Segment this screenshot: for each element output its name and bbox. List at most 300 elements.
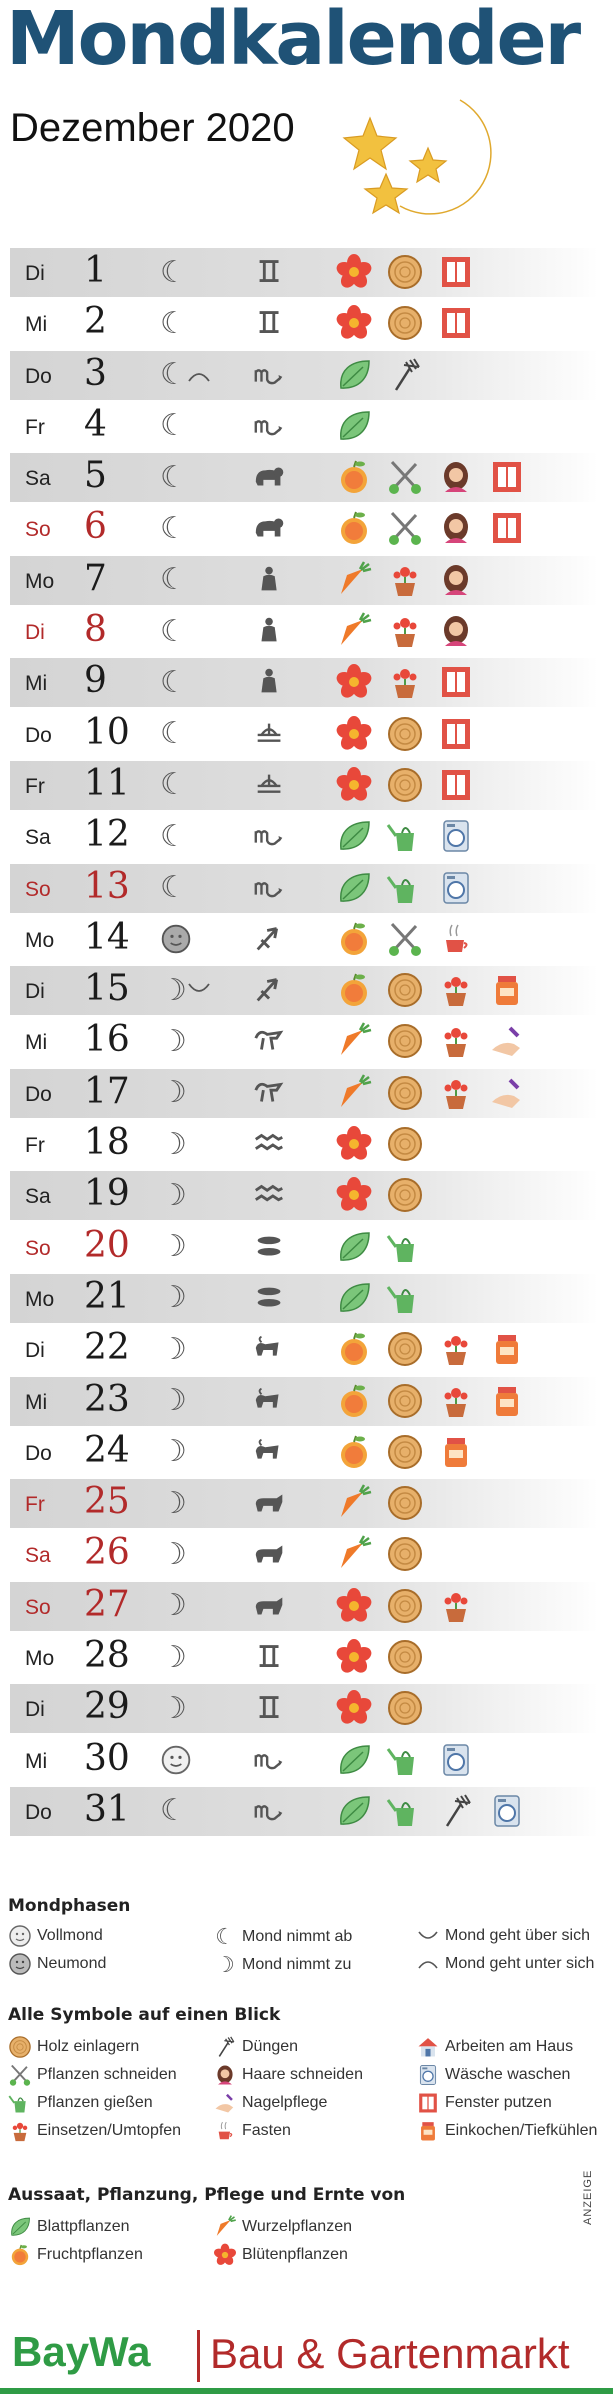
waning-moon-icon: ☾ bbox=[160, 254, 187, 290]
weekday-label: Mo bbox=[25, 1287, 55, 1311]
window-icon bbox=[488, 509, 526, 547]
moon-stars-illustration bbox=[340, 98, 510, 218]
waning-moon-icon: ☾ bbox=[160, 767, 187, 803]
calendar-row bbox=[10, 966, 598, 1015]
scissors-icon bbox=[386, 920, 424, 958]
moon-phase bbox=[160, 1075, 187, 1111]
activity-icons bbox=[335, 663, 475, 701]
day-number: 23 bbox=[84, 1378, 130, 1420]
waxing-moon-icon: ☽ bbox=[160, 1023, 187, 1059]
day-number: 11 bbox=[84, 762, 130, 804]
calendar-row bbox=[10, 864, 598, 913]
weekday-label: So bbox=[25, 1236, 51, 1260]
scissors-icon bbox=[8, 2063, 32, 2087]
washing-machine-icon bbox=[437, 817, 475, 855]
legend-item-leaf bbox=[8, 2215, 130, 2239]
scorpio-zodiac-icon bbox=[252, 1742, 288, 1778]
flowerpot-icon bbox=[437, 971, 475, 1009]
day-number: 2 bbox=[84, 301, 107, 343]
brand-logo: BayWa bbox=[12, 2328, 151, 2375]
day-number: 1 bbox=[84, 250, 107, 291]
moon-phase bbox=[160, 459, 187, 495]
calendar-row bbox=[10, 1582, 598, 1631]
wood-icon bbox=[386, 1330, 424, 1368]
moon-under-icon bbox=[187, 363, 211, 387]
calendar-row bbox=[10, 1787, 598, 1836]
waxing-moon-icon: ☽ bbox=[160, 1331, 187, 1367]
weekday-label: Di bbox=[25, 1698, 45, 1722]
waxing-moon-icon: ☽ bbox=[160, 1434, 187, 1470]
activity-icons bbox=[335, 1176, 424, 1214]
waxing-moon-icon: ☽ bbox=[160, 1280, 187, 1316]
weekday-label: Sa bbox=[25, 1544, 51, 1568]
legend-item-washer bbox=[416, 2063, 570, 2087]
activity-icons bbox=[335, 817, 475, 855]
virgo-zodiac-icon bbox=[252, 562, 288, 598]
waning-moon-icon: ☾ bbox=[160, 510, 187, 546]
activity-icons bbox=[335, 1022, 526, 1060]
watering-can-icon bbox=[8, 2091, 32, 2115]
legend-label: Fenster putzen bbox=[445, 2094, 552, 2111]
moon-phase bbox=[160, 510, 187, 546]
taurus-zodiac-icon bbox=[252, 1536, 288, 1572]
jar-icon bbox=[488, 1382, 526, 1420]
pisces-zodiac-icon bbox=[252, 1229, 288, 1265]
window-icon bbox=[416, 2091, 440, 2115]
flowerpot-icon bbox=[386, 612, 424, 650]
calendar-row bbox=[10, 812, 598, 861]
waxing-moon-icon: ☽ bbox=[160, 972, 187, 1008]
moon-phase bbox=[160, 357, 211, 393]
day-number: 16 bbox=[84, 1019, 130, 1061]
moon-phase bbox=[160, 1434, 187, 1470]
legend-label: Einsetzen/Umtopfen bbox=[37, 2122, 182, 2139]
flowerpot-icon bbox=[386, 663, 424, 701]
calendar-row bbox=[10, 1325, 598, 1374]
moon-over-icon bbox=[416, 1924, 440, 1948]
waning-moon-icon: ☾ bbox=[160, 613, 187, 649]
moon-phase bbox=[160, 1280, 187, 1316]
weekday-label: Sa bbox=[25, 1185, 51, 1209]
activity-icons bbox=[335, 509, 526, 547]
moon-phase bbox=[160, 870, 187, 906]
window-icon bbox=[437, 663, 475, 701]
weekday-label: Fr bbox=[25, 1134, 45, 1158]
day-number: 31 bbox=[84, 1788, 130, 1830]
day-number: 14 bbox=[84, 916, 130, 958]
flowerpot-icon bbox=[437, 1382, 475, 1420]
watering-can-icon bbox=[386, 817, 424, 855]
fruit-icon bbox=[8, 2243, 32, 2267]
blossom-icon bbox=[335, 663, 373, 701]
leaf-icon bbox=[335, 1741, 373, 1779]
waning-moon-icon: ☾ bbox=[160, 357, 187, 393]
fork-icon bbox=[213, 2035, 237, 2059]
leo-zodiac-icon bbox=[252, 510, 288, 546]
waning-moon-icon: ☾ bbox=[160, 459, 187, 495]
scissors-icon bbox=[386, 458, 424, 496]
calendar-row bbox=[10, 1428, 598, 1477]
sagittarius-zodiac-icon bbox=[252, 921, 288, 957]
jar-icon bbox=[488, 971, 526, 1009]
waxing-moon-icon: ☽ bbox=[160, 1075, 187, 1111]
watering-can-icon bbox=[386, 1792, 424, 1830]
flowerpot-icon bbox=[386, 561, 424, 599]
moon-phase bbox=[160, 1639, 187, 1675]
day-number: 18 bbox=[84, 1122, 130, 1164]
virgo-zodiac-icon bbox=[252, 664, 288, 700]
activity-icons bbox=[335, 971, 526, 1009]
moon-phase bbox=[160, 1742, 192, 1778]
waning-moon-icon: ☾ bbox=[160, 664, 187, 700]
day-number: 15 bbox=[84, 968, 130, 1010]
calendar-row bbox=[10, 299, 598, 348]
fasting-cup-icon bbox=[437, 920, 475, 958]
leaf-icon bbox=[335, 1228, 373, 1266]
moon-phase bbox=[160, 972, 211, 1008]
jar-icon bbox=[488, 1330, 526, 1368]
moon-phase bbox=[160, 254, 187, 290]
carrot-icon bbox=[213, 2215, 237, 2239]
waning-moon-icon: ☾ bbox=[160, 870, 187, 906]
legend-label: Wurzelpflanzen bbox=[242, 2218, 352, 2235]
moon-phase bbox=[160, 305, 187, 341]
weekday-label: Fr bbox=[25, 774, 45, 798]
legend-label: Haare schneiden bbox=[242, 2066, 363, 2083]
taurus-zodiac-icon bbox=[252, 1588, 288, 1624]
legend-label: Blütenpflanzen bbox=[242, 2246, 348, 2263]
legend-item-full-moon bbox=[8, 1924, 103, 1948]
blossom-icon bbox=[335, 1176, 373, 1214]
activity-icons bbox=[335, 1074, 526, 1112]
legend-label: Nagelpflege bbox=[242, 2094, 328, 2111]
fruit-icon bbox=[335, 971, 373, 1009]
waxing-moon-icon: ☽ bbox=[160, 1383, 187, 1419]
day-number: 25 bbox=[84, 1481, 130, 1523]
day-number: 12 bbox=[84, 814, 130, 856]
hair-icon bbox=[437, 458, 475, 496]
ad-label: ANZEIGE bbox=[582, 2169, 594, 2225]
nail-care-icon bbox=[213, 2091, 237, 2115]
watering-can-icon bbox=[386, 1228, 424, 1266]
weekday-label: Fr bbox=[25, 415, 45, 439]
legend-symbols-title: Alle Symbole auf einen Blick bbox=[8, 2005, 281, 2025]
day-number: 3 bbox=[84, 352, 107, 394]
moon-phase bbox=[160, 1229, 187, 1265]
watering-can-icon bbox=[386, 1741, 424, 1779]
blossom-icon bbox=[335, 766, 373, 804]
weekday-label: Do bbox=[25, 1441, 52, 1465]
wood-icon bbox=[386, 1689, 424, 1727]
day-number: 5 bbox=[84, 455, 107, 497]
footer-bar bbox=[0, 2388, 613, 2394]
legend-label: Pflanzen schneiden bbox=[37, 2066, 177, 2083]
calendar-row bbox=[10, 607, 598, 656]
weekday-label: Mi bbox=[25, 672, 48, 696]
legend-label: Einkochen/Tiefkühlen bbox=[445, 2122, 598, 2139]
page-title: Mondkalender bbox=[6, 0, 580, 82]
taurus-zodiac-icon bbox=[252, 1485, 288, 1521]
day-number: 13 bbox=[84, 865, 130, 907]
new-moon-icon bbox=[8, 1952, 32, 1976]
leaf-icon bbox=[335, 817, 373, 855]
libra-zodiac-icon bbox=[252, 767, 288, 803]
weekday-label: Do bbox=[25, 364, 52, 388]
waning-moon-icon: ☾ bbox=[160, 305, 187, 341]
legend-label: Fruchtpflanzen bbox=[37, 2246, 143, 2263]
scorpio-zodiac-icon bbox=[252, 870, 288, 906]
hair-icon bbox=[437, 509, 475, 547]
moon-phase bbox=[160, 767, 187, 803]
carrot-icon bbox=[335, 1074, 373, 1112]
legend-label: Mond nimmt ab bbox=[242, 1928, 353, 1945]
calendar-row bbox=[10, 915, 598, 964]
weekday-label: Mi bbox=[25, 1749, 48, 1773]
activity-icons bbox=[335, 253, 475, 291]
leaf-icon bbox=[335, 869, 373, 907]
legend-item-house bbox=[416, 2035, 573, 2059]
fruit-icon bbox=[335, 1382, 373, 1420]
aquarius-zodiac-icon bbox=[252, 1177, 288, 1213]
legend-item-new-moon bbox=[8, 1952, 106, 1976]
wood-icon bbox=[386, 1022, 424, 1060]
jar-icon bbox=[416, 2119, 440, 2143]
legend-label: Mond geht unter sich bbox=[445, 1955, 595, 1972]
carrot-icon bbox=[335, 612, 373, 650]
activity-icons bbox=[335, 766, 475, 804]
house-icon bbox=[416, 2035, 440, 2059]
waxing-moon-icon: ☽ bbox=[215, 1952, 235, 1977]
month-title: Dezember 2020 bbox=[10, 106, 295, 150]
legend-item-fast bbox=[213, 2119, 291, 2143]
legend-sow-title: Aussaat, Pflanzung, Pflege und Ernte von bbox=[8, 2185, 406, 2205]
weekday-label: Mo bbox=[25, 928, 55, 952]
calendar-row bbox=[10, 1633, 598, 1682]
legend-item-window bbox=[416, 2091, 552, 2115]
legend-item-waxing bbox=[213, 1952, 351, 1978]
leaf-icon bbox=[335, 1792, 373, 1830]
calendar-row bbox=[10, 1736, 598, 1785]
weekday-label: Mi bbox=[25, 1031, 48, 1055]
weekday-label: Sa bbox=[25, 467, 51, 491]
legend-label: Mond geht über sich bbox=[445, 1927, 590, 1944]
footer-divider bbox=[197, 2330, 200, 2382]
activity-icons bbox=[335, 1228, 424, 1266]
blossom-icon bbox=[335, 253, 373, 291]
wood-icon bbox=[8, 2035, 32, 2059]
gemini-zodiac-icon bbox=[252, 305, 288, 341]
weekday-label: Do bbox=[25, 1082, 52, 1106]
legend-label: Neumond bbox=[37, 1955, 107, 1972]
carrot-icon bbox=[335, 561, 373, 599]
fruit-icon bbox=[335, 1330, 373, 1368]
calendar-row bbox=[10, 761, 598, 810]
activity-icons bbox=[335, 1741, 475, 1779]
day-number: 20 bbox=[84, 1224, 130, 1266]
moon-phase bbox=[160, 1331, 187, 1367]
wood-icon bbox=[386, 253, 424, 291]
legend-label: Holz einlagern bbox=[37, 2038, 140, 2055]
gemini-zodiac-icon bbox=[252, 1639, 288, 1675]
wood-icon bbox=[386, 1484, 424, 1522]
window-icon bbox=[488, 458, 526, 496]
activity-icons bbox=[335, 715, 475, 753]
weekday-label: Di bbox=[25, 262, 45, 285]
day-number: 6 bbox=[84, 506, 107, 548]
watering-can-icon bbox=[386, 869, 424, 907]
day-number: 19 bbox=[84, 1173, 130, 1215]
weekday-label: Di bbox=[25, 980, 45, 1004]
weekday-label: Di bbox=[25, 1339, 45, 1363]
wood-icon bbox=[386, 766, 424, 804]
activity-icons bbox=[335, 869, 475, 907]
activity-icons bbox=[335, 1587, 475, 1625]
moon-phase bbox=[160, 1126, 187, 1162]
activity-icons bbox=[335, 1792, 526, 1830]
wood-icon bbox=[386, 715, 424, 753]
activity-icons bbox=[335, 1535, 424, 1573]
activity-icons bbox=[335, 1433, 475, 1471]
day-number: 24 bbox=[84, 1429, 130, 1471]
watering-can-icon bbox=[386, 1279, 424, 1317]
day-number: 27 bbox=[84, 1583, 130, 1625]
store-name: Bau & Gartenmarkt bbox=[210, 2330, 570, 2377]
leo-zodiac-icon bbox=[252, 459, 288, 495]
footer bbox=[0, 2322, 613, 2394]
moon-phase bbox=[160, 1485, 187, 1521]
carrot-icon bbox=[335, 1535, 373, 1573]
wood-icon bbox=[386, 1125, 424, 1163]
moon-phase bbox=[160, 408, 187, 444]
day-number: 28 bbox=[84, 1635, 130, 1677]
calendar-row bbox=[10, 1274, 598, 1323]
moon-phase bbox=[160, 613, 187, 649]
fruit-icon bbox=[335, 509, 373, 547]
blossom-icon bbox=[213, 2243, 237, 2267]
capricorn-zodiac-icon bbox=[252, 1075, 288, 1111]
legend-label: Vollmond bbox=[37, 1927, 103, 1944]
nail-care-icon bbox=[488, 1074, 526, 1112]
waxing-moon-icon: ☽ bbox=[160, 1536, 187, 1572]
activity-icons bbox=[335, 561, 475, 599]
wood-icon bbox=[386, 1433, 424, 1471]
blossom-icon bbox=[335, 715, 373, 753]
washing-machine-icon bbox=[437, 1741, 475, 1779]
fruit-icon bbox=[335, 1433, 373, 1471]
legend-label: Wäsche waschen bbox=[445, 2066, 571, 2083]
activity-icons bbox=[335, 356, 424, 394]
weekday-label: Sa bbox=[25, 826, 51, 850]
legend-item-hair bbox=[213, 2063, 363, 2087]
blossom-icon bbox=[335, 1638, 373, 1676]
scorpio-zodiac-icon bbox=[252, 357, 288, 393]
legend-label: Fasten bbox=[242, 2122, 291, 2139]
legend-item-root bbox=[213, 2215, 352, 2239]
legend-item-waning bbox=[213, 1924, 352, 1950]
legend-item-over bbox=[416, 1924, 590, 1948]
carrot-icon bbox=[335, 1484, 373, 1522]
weekday-label: Mo bbox=[25, 569, 55, 593]
moon-under-icon bbox=[416, 1952, 440, 1976]
activity-icons bbox=[335, 920, 475, 958]
window-icon bbox=[437, 715, 475, 753]
calendar-row bbox=[10, 453, 598, 502]
gemini-zodiac-icon bbox=[252, 254, 288, 290]
calendar-row bbox=[10, 1479, 598, 1528]
nail-care-icon bbox=[488, 1022, 526, 1060]
full-moon-icon bbox=[8, 1924, 32, 1948]
waning-moon-icon: ☾ bbox=[215, 1924, 235, 1949]
activity-icons bbox=[335, 458, 526, 496]
legend-item-scissors bbox=[8, 2063, 177, 2087]
activity-icons bbox=[335, 1279, 424, 1317]
leaf-icon bbox=[335, 407, 373, 445]
flowerpot-icon bbox=[437, 1330, 475, 1368]
carrot-icon bbox=[335, 1022, 373, 1060]
weekday-label: Fr bbox=[25, 1493, 45, 1517]
calendar-row bbox=[10, 710, 598, 759]
moon-phase bbox=[160, 1023, 187, 1059]
wood-icon bbox=[386, 1587, 424, 1625]
legend-item-under bbox=[416, 1952, 594, 1976]
fork-icon bbox=[386, 356, 424, 394]
blossom-icon bbox=[335, 1125, 373, 1163]
calendar-row bbox=[10, 556, 598, 605]
day-number: 29 bbox=[84, 1686, 130, 1728]
jar-icon bbox=[437, 1433, 475, 1471]
capricorn-zodiac-icon bbox=[252, 1023, 288, 1059]
legend-item-nail bbox=[213, 2091, 327, 2115]
wood-icon bbox=[386, 1638, 424, 1676]
waxing-moon-icon: ☽ bbox=[160, 1639, 187, 1675]
waning-moon-icon: ☾ bbox=[160, 716, 187, 752]
day-number: 9 bbox=[84, 660, 107, 702]
aries-zodiac-icon bbox=[252, 1331, 288, 1367]
scorpio-zodiac-icon bbox=[252, 408, 288, 444]
legend-label: Düngen bbox=[242, 2038, 299, 2055]
waxing-moon-icon: ☽ bbox=[160, 1690, 187, 1726]
waning-moon-icon: ☾ bbox=[160, 562, 187, 598]
moon-phase bbox=[160, 818, 187, 854]
waning-moon-icon: ☾ bbox=[160, 408, 187, 444]
waning-moon-icon: ☾ bbox=[160, 818, 187, 854]
day-number: 7 bbox=[84, 557, 107, 599]
activity-icons bbox=[335, 1689, 424, 1727]
libra-zodiac-icon bbox=[252, 716, 288, 752]
fork-icon bbox=[437, 1792, 475, 1830]
legend-label: Arbeiten am Haus bbox=[445, 2038, 574, 2055]
wood-icon bbox=[386, 1074, 424, 1112]
aries-zodiac-icon bbox=[252, 1383, 288, 1419]
activity-icons bbox=[335, 304, 475, 342]
calendar-row bbox=[10, 1120, 598, 1169]
scorpio-zodiac-icon bbox=[252, 818, 288, 854]
blossom-icon bbox=[335, 304, 373, 342]
day-number: 4 bbox=[84, 403, 107, 445]
activity-icons bbox=[335, 1638, 424, 1676]
blossom-icon bbox=[335, 1587, 373, 1625]
flowerpot-icon bbox=[437, 1074, 475, 1112]
legend-item-pot bbox=[8, 2119, 181, 2143]
calendar-row bbox=[10, 658, 598, 707]
activity-icons bbox=[335, 1330, 526, 1368]
wood-icon bbox=[386, 1382, 424, 1420]
fasting-cup-icon bbox=[213, 2119, 237, 2143]
activity-icons bbox=[335, 612, 475, 650]
weekday-label: Mi bbox=[25, 1390, 48, 1414]
pisces-zodiac-icon bbox=[252, 1280, 288, 1316]
moon-phase bbox=[160, 562, 187, 598]
